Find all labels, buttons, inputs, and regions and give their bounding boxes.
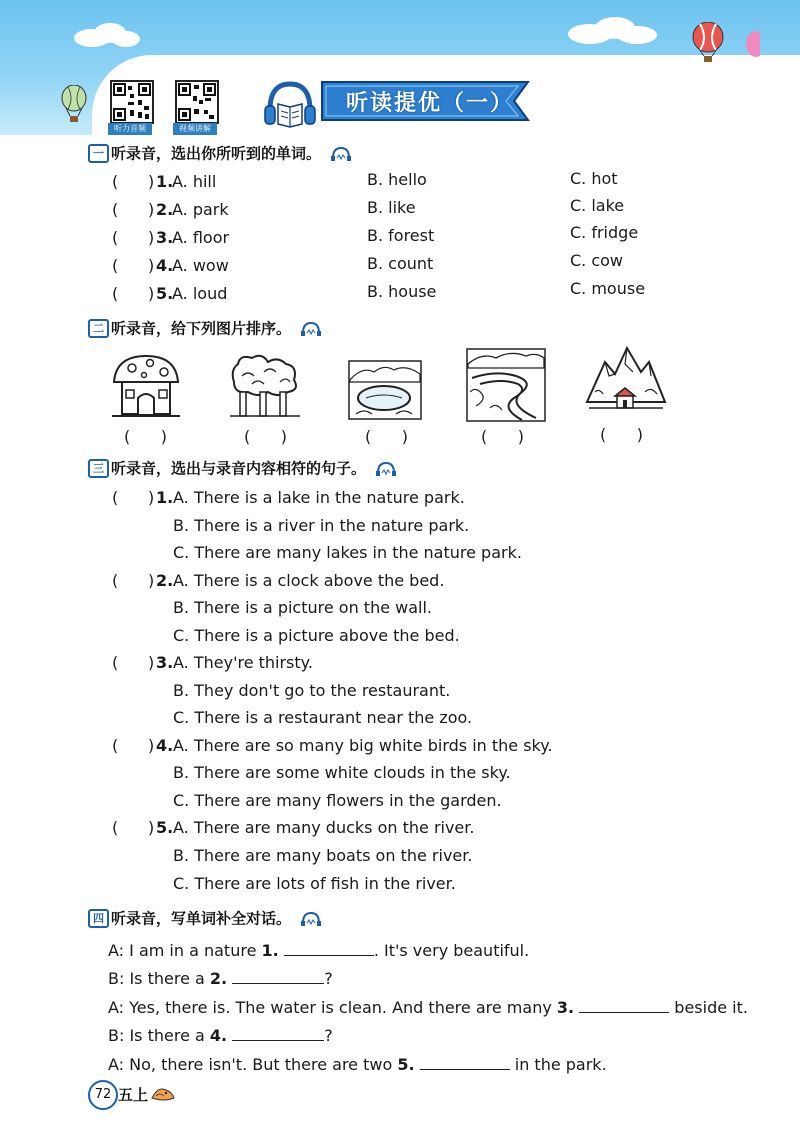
option-c: C. hot <box>570 169 618 188</box>
blank-number: 2. <box>209 969 228 988</box>
option-c: C. fridge <box>570 223 639 242</box>
dialogue-text: in the park. <box>509 1055 607 1074</box>
option-b: B. forest <box>367 226 435 245</box>
question-number: 4. <box>156 736 174 755</box>
option-a: A. There is a lake in the nature park. <box>173 488 465 507</box>
qr2-caption: 视频讲解 <box>173 123 217 135</box>
river-picture <box>466 348 546 422</box>
bird-icon <box>150 1082 176 1104</box>
dialogue-text: . It's very beautiful. <box>373 941 530 960</box>
headphones-icon <box>300 321 322 337</box>
dialogue-line <box>108 1026 333 1045</box>
dialogue-text: beside it. <box>669 998 748 1017</box>
option-c: C. There is a restaurant near the zoo. <box>173 708 473 727</box>
answer-blank[interactable]: ( <box>112 228 119 247</box>
answer-line[interactable] <box>232 969 324 984</box>
option-a: A. floor <box>172 228 230 247</box>
picture-order-blank[interactable]: ( ) <box>481 427 524 446</box>
question-number: 4. <box>156 256 174 275</box>
page-number: 72 <box>88 1080 118 1110</box>
qr-code-icon <box>177 82 217 122</box>
headphones-icon <box>300 911 322 927</box>
hot-air-balloon-icon <box>690 22 726 64</box>
option-b: B. There are some white clouds in the sky. <box>173 763 511 782</box>
option-a: A. loud <box>172 284 228 303</box>
question-number: 2. <box>156 200 174 219</box>
blank-number: 1. <box>261 941 279 960</box>
option-b: B. There are many boats on the river. <box>173 846 473 865</box>
section-number: 四 <box>88 909 109 928</box>
mountains-picture <box>585 342 667 424</box>
option-c: C. There are many flowers in the garden. <box>173 791 502 810</box>
blank-number: 3. <box>556 998 575 1017</box>
answer-blank[interactable]: ( <box>112 172 119 191</box>
hot-air-balloon-icon <box>60 85 88 125</box>
section-number: 一 <box>88 144 109 163</box>
blank-number: 4. <box>209 1026 228 1045</box>
answer-blank[interactable]: ( <box>112 284 119 303</box>
picture-order-blank[interactable]: ( ) <box>365 427 408 446</box>
picture-order-blank[interactable]: ( ) <box>124 427 167 446</box>
dialogue-text: A: No, there isn't. But there are two <box>108 1055 398 1074</box>
question-number: 3. <box>156 228 174 247</box>
cloud-icon <box>565 16 660 46</box>
qr-code-video[interactable] <box>175 80 219 124</box>
answer-blank[interactable]: ( <box>112 571 119 590</box>
blank-number: 5. <box>397 1055 415 1074</box>
question-number: 5. <box>156 818 174 837</box>
option-a: A. There are many ducks on the river. <box>173 818 475 837</box>
option-c: C. mouse <box>570 279 646 298</box>
option-b: B. There is a picture on the wall. <box>173 598 433 617</box>
cloud-icon <box>72 22 142 48</box>
section-number: 二 <box>88 319 109 338</box>
section3-header <box>88 458 397 478</box>
question-number: 5. <box>156 284 174 303</box>
option-c: C. There are lots of fish in the river. <box>173 874 456 893</box>
mushroom-house-picture <box>110 352 182 420</box>
grade-label: 五上 <box>118 1086 149 1104</box>
headphones-icon <box>375 461 397 477</box>
option-a: A. They're thirsty. <box>173 653 313 672</box>
picture-order-blank[interactable]: ( ) <box>244 427 287 446</box>
qr1-caption: 听力音频 <box>108 123 152 135</box>
option-a: A. hill <box>172 172 217 191</box>
dialogue-text: ? <box>324 1026 333 1045</box>
dialogue-text: ? <box>324 969 333 988</box>
answer-blank[interactable]: ( <box>112 818 119 837</box>
option-c: C. lake <box>570 196 625 215</box>
trees-picture <box>228 352 302 420</box>
section3-instruction: 听录音，选出与录音内容相符的句子。 <box>111 459 367 478</box>
dialogue-line <box>108 941 529 960</box>
question-number: 1. <box>156 488 174 507</box>
answer-line[interactable] <box>232 1026 324 1041</box>
option-a: A. There is a clock above the bed. <box>173 571 445 590</box>
section1-header <box>88 143 352 163</box>
dialogue-line <box>108 998 748 1017</box>
headphones-icon <box>330 146 352 162</box>
option-c: C. There is a picture above the bed. <box>173 626 460 645</box>
answer-line[interactable] <box>284 941 374 956</box>
dialogue-line <box>108 1055 607 1074</box>
section2-instruction: 听录音，给下列图片排序。 <box>111 319 292 338</box>
option-a: A. park <box>172 200 229 219</box>
section-number: 三 <box>88 459 109 478</box>
question-number: 3. <box>156 653 174 672</box>
section4-instruction: 听录音，写单词补全对话。 <box>111 909 292 928</box>
lake-picture <box>348 360 422 420</box>
answer-blank[interactable]: ( <box>112 256 119 275</box>
qr-code-audio[interactable] <box>110 80 154 124</box>
dialogue-text: B: Is there a <box>108 1026 210 1045</box>
option-b: B. count <box>367 254 434 273</box>
option-a: A. wow <box>172 256 229 275</box>
answer-blank[interactable]: ( <box>112 653 119 672</box>
option-b: B. They don't go to the restaurant. <box>173 681 451 700</box>
option-b: B. like <box>367 198 416 217</box>
option-c: C. cow <box>570 251 624 270</box>
dialogue-text: B: Is there a <box>108 969 210 988</box>
answer-line[interactable] <box>579 998 669 1013</box>
section2-header <box>88 318 322 338</box>
option-b: B. house <box>367 282 437 301</box>
dialogue-text: A: I am in a nature <box>108 941 262 960</box>
picture-order-blank[interactable]: ( ) <box>600 425 643 444</box>
page-title: 听读提优（一） <box>345 91 514 116</box>
hot-air-balloon-icon <box>740 30 760 66</box>
answer-blank[interactable]: ( <box>112 200 119 219</box>
answer-blank[interactable]: ( <box>112 736 119 755</box>
section4-header <box>88 908 322 928</box>
option-a: A. There are so many big white birds in the sky. <box>173 736 553 755</box>
qr-code-icon <box>112 82 152 122</box>
answer-blank[interactable]: ( <box>112 488 119 507</box>
dialogue-text: A: Yes, there is. The water is clean. And there are many <box>108 998 557 1017</box>
question-number: 2. <box>156 571 174 590</box>
option-b: B. hello <box>367 170 427 189</box>
headphones-book-icon <box>262 78 318 132</box>
dialogue-line <box>108 969 333 988</box>
answer-line[interactable] <box>420 1055 510 1070</box>
section1-instruction: 听录音，选出你所听到的单词。 <box>111 144 322 163</box>
option-c: C. There are many lakes in the nature park. <box>173 543 522 562</box>
question-number: 1. <box>156 172 174 191</box>
option-b: B. There is a river in the nature park. <box>173 516 470 535</box>
